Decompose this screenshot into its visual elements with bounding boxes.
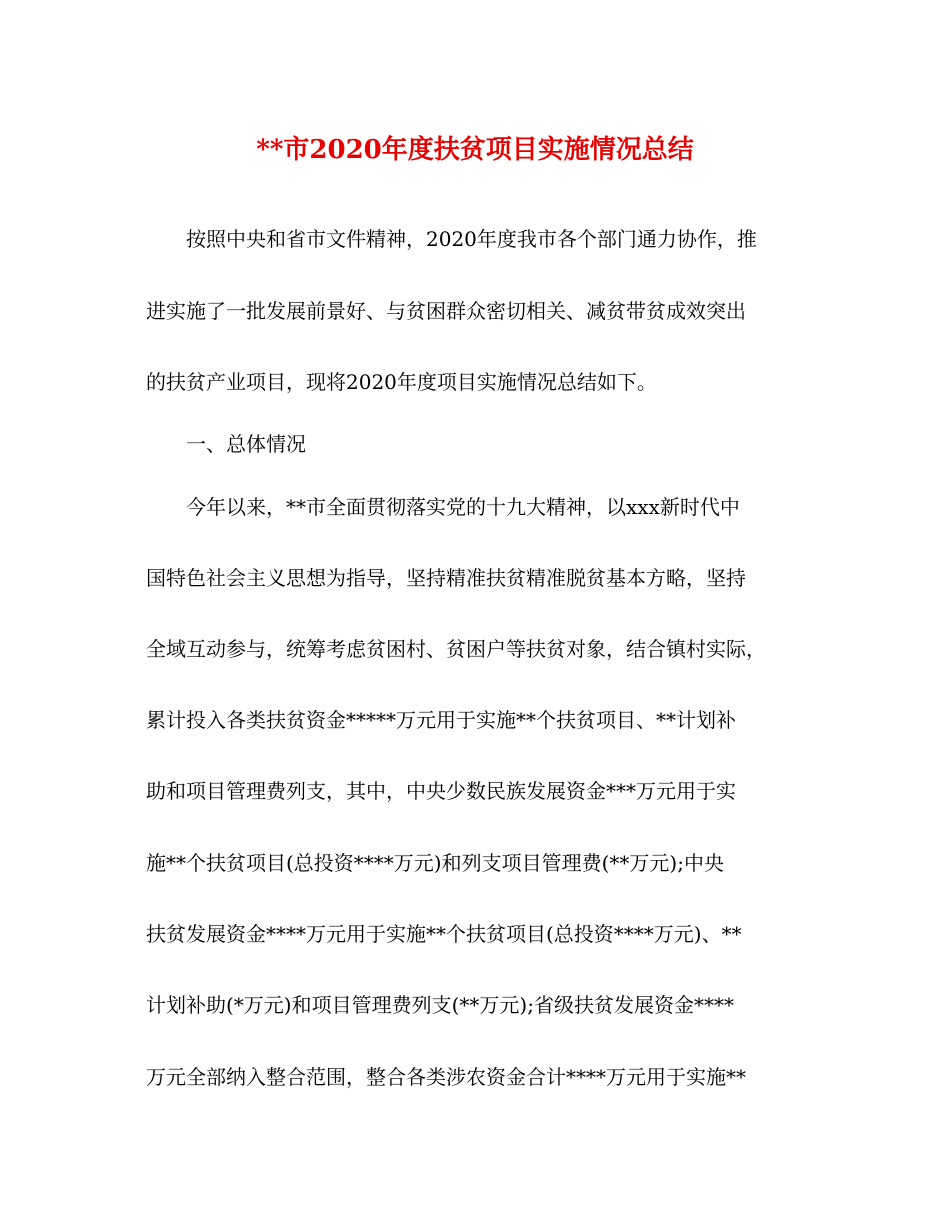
paragraph-line: 今年以来，**市全面贯彻落实党的十九大精神，以xxx新时代中 — [186, 495, 740, 519]
paragraph-line: 累计投入各类扶贫资金*****万元用于实施**个扶贫项目、**计划补 — [146, 708, 736, 732]
paragraph-line: 国特色社会主义思想为指导，坚持精准扶贫精准脱贫基本方略，坚持 — [146, 566, 746, 590]
paragraph-line: 扶贫发展资金****万元用于实施**个扶贫项目(总投资****万元)、** — [146, 922, 742, 946]
paragraph-line: 计划补助(*万元)和项目管理费列支(**万元);省级扶贫发展资金**** — [146, 993, 734, 1017]
paragraph-line: 施**个扶贫项目(总投资****万元)和列支项目管理费(**万元);中央 — [146, 851, 724, 875]
paragraph-line: 万元全部纳入整合范围，整合各类涉农资金合计****万元用于实施** — [146, 1065, 746, 1089]
document-title: **市2020年度扶贫项目实施情况总结 — [256, 135, 694, 165]
section-heading: 一、总体情况 — [186, 432, 306, 456]
paragraph-line: 进实施了一批发展前景好、与贫困群众密切相关、减贫带贫成效突出 — [146, 299, 746, 323]
paragraph-line: 按照中央和省市文件精神，2020年度我市各个部门通力协作，推 — [186, 227, 757, 251]
paragraph-line: 助和项目管理费列支，其中，中央少数民族发展资金***万元用于实 — [146, 779, 736, 803]
paragraph-line: 全域互动参与，统筹考虑贫困村、贫困户等扶贫对象，结合镇村实际， — [146, 637, 766, 661]
paragraph-line: 的扶贫产业项目，现将2020年度项目实施情况总结如下。 — [146, 370, 657, 394]
